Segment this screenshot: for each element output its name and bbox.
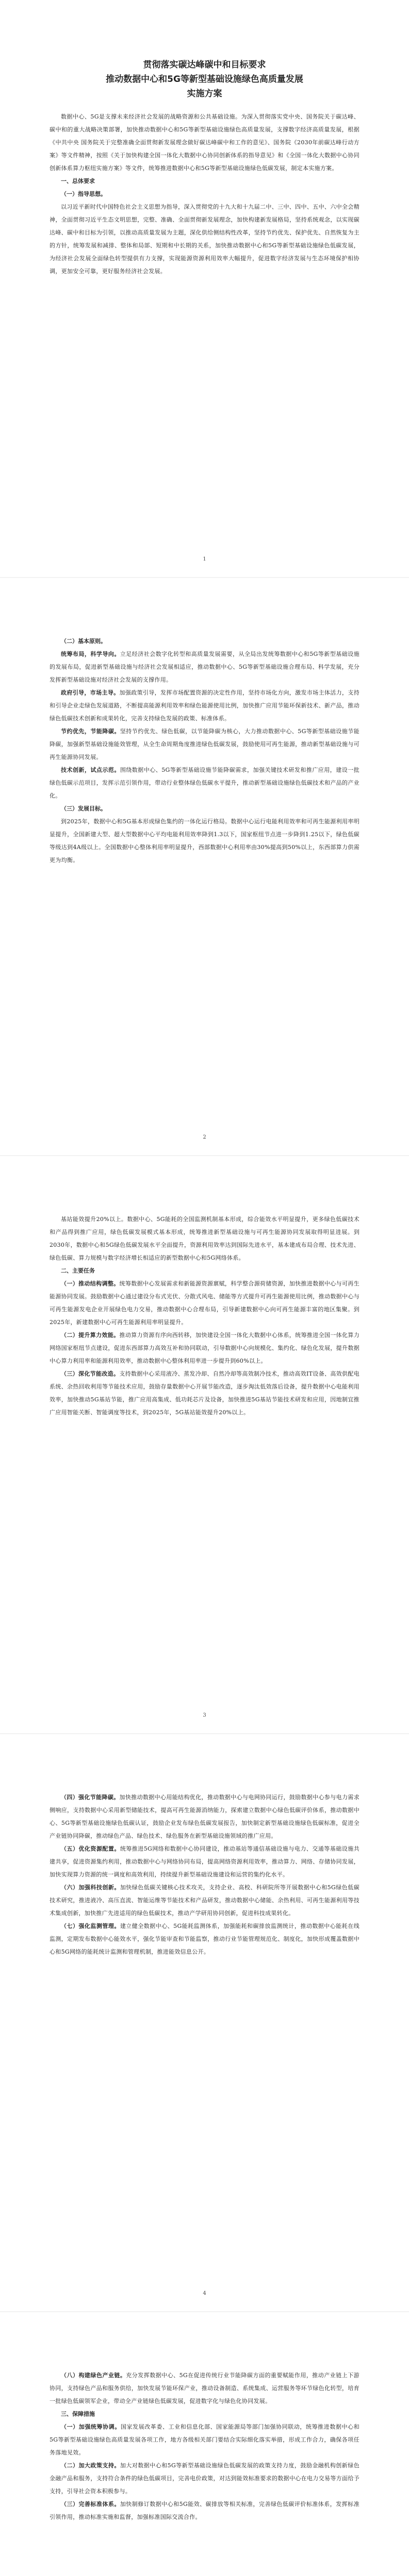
safeguard-text: 国家发展改革委、工业和信息化部、国家能源局等部门加强协同联动，统筹推进数据中心和5G等新型基础设施绿色高质量发展各项工作，地方各级相关部门要结合实际细化落实举措，形成工作合力，确保各项任务落地见效。	[50, 2424, 359, 2456]
safeguard-paragraph	[50, 2459, 359, 2498]
principle-text: 加强政策引导，发挥市场配置资源的决定性作用，坚持市场化方向，激发市场主体活力，支持和引导企业走绿色发展道路，不断提高能源利用效率和绿色能源使用比例，加快推广应用节能环保新技术、新产品，推动绿色低碳技术创新和成果转化，完善支持绿色发展的政策、标准体系。	[50, 689, 360, 722]
task-paragraph	[50, 1791, 359, 1842]
safeguard-paragraph	[50, 2420, 359, 2459]
subsection-heading-goals: （三）发展目标。	[61, 805, 106, 812]
safeguard-text: 加大对数据中心和5G等新型基础设施绿色低碳发展的政策支持力度，鼓励金融机构创新绿色金融产品和服务，支持符合条件的绿色低碳项目，完善电价政策，对达到能效标准要求的数据中心在电力交易等方面给予支持，引导社会资本积极参与。	[50, 2462, 359, 2495]
principle-lead: 统筹布局，科学导向。	[61, 651, 120, 657]
page-number: 1	[203, 556, 206, 562]
section-heading-tasks: 二、主要任务	[61, 1267, 95, 1274]
subsection-heading-principles: （二）基本原则。	[61, 638, 106, 645]
page-number: 3	[203, 1713, 206, 1718]
page-number: 2	[203, 1134, 206, 1140]
subsection-heading-ideology: （一）指导思想。	[61, 191, 106, 197]
goals-continued-paragraph: 基站能效提升20%以上。数据中心、5G能耗的全国监测机制基本形成，综合能效水平明显提升，更多绿色低碳技术和产品得到推广应用，绿色低碳发展模式基本形成，统筹推进新型基础设施与可再生能源协同发展取得明显进展。到2030年，数据中心和5G绿色低碳发展水平全面提升，资源利用效率达到国际先进水平，基本建成布局合理、技术先进、绿色低碳、算力规模与数字经济增长相适应的新型数据中心和5G网络体系。	[50, 1216, 359, 1261]
task-lead: （五）优化资源配置。	[61, 1845, 120, 1852]
page-number: 4	[203, 2291, 206, 2296]
document-page-3	[0, 1156, 409, 1733]
document-page-5	[0, 2312, 409, 2576]
task-paragraph	[50, 2369, 359, 2408]
principle-paragraph	[50, 686, 359, 725]
document-page-1	[0, 0, 409, 577]
principle-text: 立足经济社会数字化转型和高质量发展需要，从全局出发统筹数据中心和5G等新型基础设施的发展布局，促进新型基础设施与经济社会发展相适应，推动数据中心、5G等新型基础设施合理布局、科学发展，充分发挥新型基础设施对经济社会发展的支撑作用。	[50, 651, 359, 683]
task-paragraph	[50, 1277, 359, 1329]
document-title-line3: 实施方案	[187, 89, 222, 99]
task-text: 统筹数据中心发展需求和新能源资源禀赋，科学整合源荷储资源，加快推进数据中心与可再生能源协同发展。鼓励数据中心通过建设分布式光伏、分散式风电、储能等方式提升可再生能源使用比例，推动数据中心与可再生能源发电企业开展绿色电力交易，推动数据中心合理布局，引导新建数据中心向可再生能源丰富的地区集聚。到2025年，新建数据中心可再生能源利用率明显提升。	[50, 1280, 360, 1326]
goals-paragraph: 到2025年，数据中心和5G基本形成绿色集约的一体化运行格局。数据中心运行电能利用效率和可再生能源利用率明显提升，全国新建大型、超大型数据中心平均电能利用效率降到1.3以下，国家枢纽节点进一步降到1.25以下，绿色低碳等级达到4A级以上。全国数据中心整体利用率明显提升，西部数据中心利用率由30%提高到50%以上，东西部算力供需更为均衡。	[50, 818, 359, 863]
principle-paragraph	[50, 648, 359, 686]
task-paragraph	[50, 1329, 359, 1367]
task-lead: （四）强化节能降碳。	[61, 1794, 120, 1801]
safeguard-lead: （三）完善标准体系。	[61, 2501, 120, 2507]
principle-text: 围绕数据中心、5G等新型基础设施节能降碳需求，加强关键技术研发和推广应用，建设一批绿色低碳示范项目，发挥示范引领作用，带动行业整体绿色低碳水平提升，推动新型基础设施绿色低碳技术和产品的产业化。	[50, 767, 359, 799]
task-paragraph	[50, 1842, 359, 1881]
document-title-line2: 推动数据中心和5G等新型基础设施绿色高质量发展	[106, 74, 303, 84]
section-heading-general: 一、总体要求	[61, 178, 95, 184]
task-lead: （一）推动结构调整。	[61, 1280, 120, 1287]
task-paragraph	[50, 1920, 359, 1958]
safeguard-lead: （二）加大政策支持。	[61, 2462, 120, 2469]
task-text: 充分发挥数据中心、5G在促进传统行业节能降碳方面的重要赋能作用，推动产业链上下游协同，支持绿色产品和服务供给，加快发展节能环保产业，推动设备制造、系统集成、运营服务等环节绿色化转型，培育一批绿色低碳领军企业，带动全产业链绿色低碳发展，促进数字化与绿色化协同发展。	[50, 2372, 359, 2404]
principle-lead: 技术创新，试点示范。	[61, 767, 120, 773]
task-text: 统筹推进5G网络和数据中心协同建设，推动基站等通信基础设施与电力、交通等基础设施共建共享，促进资源集约利用，推动数据中心与网络协同布局，提高网络资源利用效率，推动算力、网络、存储协同发展，加快实现算力资源的统一调度和高效利用，持续提升新型基础设施建设和运营的集约化水平。	[50, 1845, 359, 1878]
task-paragraph	[50, 1367, 359, 1419]
task-text: 支持数据中心采用液冷、蒸发冷却、自然冷却等高效制冷技术，推动高效IT设备、高效供配电系统、余热回收利用等节能技术应用，鼓励存量数据中心开展节能改造，逐步淘汰低效落后设备，提升数据中心电能利用效率，加快推动5G基站节能，推广应用高集成、低功耗芯片及设备，加快推进5G基站节能技术研发和应用，因地制宜推广应用智能关断、智能调度等技术，到2025年，5G基站能效提升20%以上。	[50, 1370, 359, 1416]
task-text: 建立健全数据中心、5G能耗监测体系，加强能耗和碳排放监测统计，推动数据中心能耗在线监测，定期发布数据中心能效水平，强化节能审查和节能监察，推动行业节能管理规范化、制度化，加快形成覆盖数据中心和5G网络的能耗统计监测和管理机制，推进能效信息公开。	[50, 1923, 359, 1955]
document-title-line1: 贯彻落实碳达峰碳中和目标要求	[143, 60, 266, 70]
principle-paragraph	[50, 725, 359, 764]
ideology-paragraph: 以习近平新时代中国特色社会主义思想为指导，深入贯彻党的十九大和十九届二中、三中、四中、五中、六中全会精神，全面贯彻习近平生态文明思想，完整、准确、全面贯彻新发展理念，加快构建新发展格局，坚持系统观念，以实现碳达峰、碳中和目标为引领，以推动高质量发展为主题，深化供给侧结构性改革，坚持节约优先、保护优先、自然恢复为主的方针，统筹发展和减排、整体和局部、短期和中长期的关系，加快推动数据中心和5G等新型基础设施绿色低碳发展，为经济社会发展全面绿色转型提供有力支撑，实现能源资源利用效率大幅提升，促进数字经济发展与生态环境保护相协调，更加安全可靠，更好服务经济社会发展。	[50, 204, 359, 275]
document-page-4	[0, 1734, 409, 2311]
task-paragraph	[50, 1881, 359, 1920]
task-text: 加快推动数据中心用能结构优化，推动数据中心与电网协同运行，鼓励数据中心参与电力需求侧响应，支持数据中心采用新型储能技术，提高可再生能源消纳能力，探索建立数据中心绿色低碳评价体系，推动数据中心、5G等新型基础设施绿色低碳认证，鼓励企业发布绿色低碳发展报告，加快制定新型基础设施绿色低碳标准，促进全产业链协同降碳，推动绿色产品、绿色技术、绿色服务在新型基础设施领域的推广应用。	[50, 1794, 360, 1839]
task-text: 加快绿色低碳关键核心技术攻关，支持企业、高校、科研院所等开展数据中心和5G绿色低碳技术研究，推进液冷、高压直流、智能运维等节能技术和产品研发，推动数据中心储能、余热利用、可再生能源利用等技术集成创新，加快推广先进适用的绿色低碳技术，推动产学研用协同创新，促进科技成果转化。	[50, 1884, 359, 1917]
principle-text: 坚持节约优先、绿色低碳，以节能降碳为核心，大力推动数据中心、5G等新型基础设施节能降碳，加强新型基础设施能效管理，从全生命周期角度推进绿色低碳发展，鼓励使用可再生能源，推动新型基础设施与可再生能源协同发展。	[50, 728, 359, 760]
principle-lead: 节约优先，节能降碳。	[61, 728, 120, 735]
safeguard-text: 加快制修订数据中心和5G能效、碳排放等相关标准，完善绿色低碳评价标准体系，发挥标准引领作用，推动标准实施和监督，加强标准国际交流合作。	[50, 2501, 359, 2520]
task-lead: （二）提升算力效能。	[61, 1332, 120, 1338]
safeguard-paragraph	[50, 2498, 359, 2523]
document-page-2	[0, 578, 409, 1155]
safeguard-lead: （一）加强统筹协调。	[61, 2424, 121, 2430]
task-lead: （六）加强科技创新。	[61, 1884, 120, 1891]
task-lead: （八）构建绿色产业链。	[61, 2372, 126, 2379]
principle-paragraph	[50, 764, 359, 802]
task-lead: （三）深化节能改造。	[61, 1370, 120, 1377]
task-lead: （七）强化监测管理。	[61, 1923, 120, 1929]
intro-paragraph: 数据中心、5G是支撑未来经济社会发展的战略资源和公共基础设施。为深入贯彻落实党中央、国务院关于碳达峰、碳中和的重大战略决策部署，加快推动数据中心和5G等新型基础设施绿色高质量发展，支撑数字经济高质量发展，根据《中共中央 国务院关于完整准确全面贯彻新发展理念做好碳达峰碳中和工作的意见》、国务院《2030年前碳达峰行动方案》等文件精神，按照《关于加快构建全国一体化大数据中心协同创新体系的指导意见》和《全国一体化大数据中心协同创新体系算力枢纽实施方案》等文件，统筹推进数据中心和5G等新型基础设施绿色低碳发展，制定本实施方案。	[50, 113, 359, 172]
section-heading-safeguards: 三、保障措施	[61, 2411, 95, 2417]
task-text: 推动算力资源有序向西转移，加快建设全国一体化大数据中心体系，统筹推进全国一体化算力网络国家枢纽节点建设，促进东西部算力高效互补和协同联动，引导数据中心向规模化、集约化、绿色化发展，提升数据中心算力利用率和能源利用效率，推动数据中心整体利用率进一步提升到60%以上。	[50, 1332, 360, 1364]
principle-lead: 政府引导，市场主导。	[61, 689, 120, 696]
